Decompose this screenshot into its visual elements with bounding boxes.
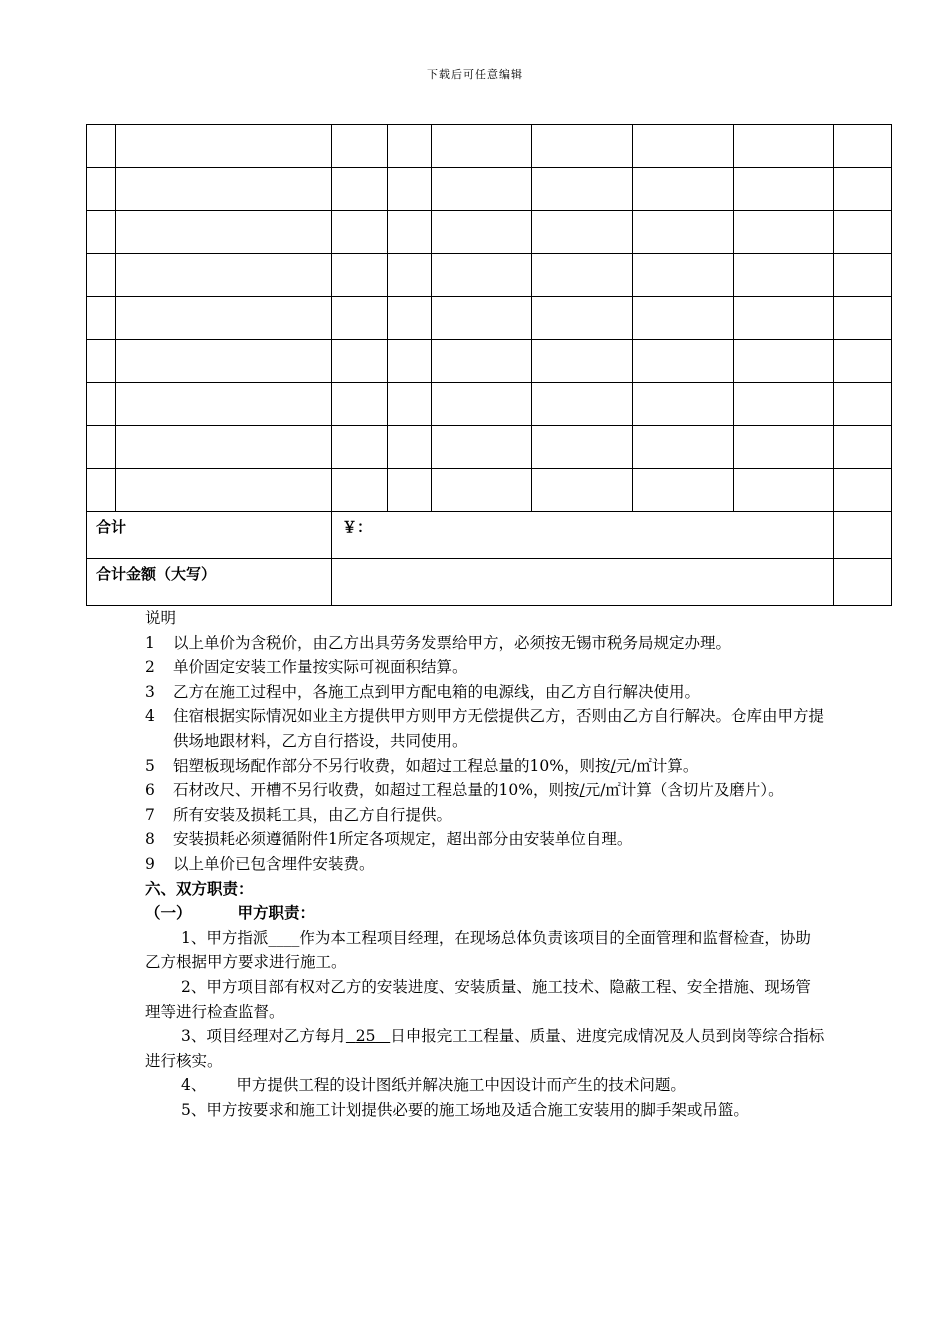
- total-words-row: [87, 559, 892, 606]
- table-cell: [834, 512, 892, 559]
- note-number: 7: [145, 805, 155, 824]
- table-cell: [734, 168, 834, 211]
- table-cell: [432, 469, 532, 512]
- table-row: [87, 426, 892, 469]
- table-cell: [332, 469, 388, 512]
- table-cell: [87, 383, 116, 426]
- blank-field: /: [610, 756, 616, 775]
- table-cell: [834, 211, 892, 254]
- table-cell: [388, 469, 432, 512]
- table-cell: [432, 340, 532, 383]
- note-item: [145, 704, 825, 753]
- table-cell: [332, 168, 388, 211]
- table-row: [87, 469, 892, 512]
- table-cell: [532, 383, 633, 426]
- table-cell: [834, 383, 892, 426]
- table-cell: [734, 297, 834, 340]
- section-heading: 六、双方职责：: [145, 879, 254, 898]
- table-cell: [734, 211, 834, 254]
- note-text: 以上单价为含税价，由乙方出具劳务发票给甲方，必须按无锡市税务局规定办理。: [173, 633, 732, 652]
- table-cell: [633, 254, 734, 297]
- table-cell: [87, 426, 116, 469]
- table-cell: [116, 426, 332, 469]
- note-item: [145, 680, 825, 705]
- total-row: [87, 512, 892, 559]
- table-cell: [87, 125, 116, 168]
- table-cell: [734, 426, 834, 469]
- table-cell: [532, 125, 633, 168]
- note-text: 所有安装及损耗工具，由乙方自行提供。: [173, 805, 453, 824]
- subsection-heading: （一） 甲方职责：: [145, 904, 316, 923]
- table-cell: [834, 254, 892, 297]
- table-row: [87, 297, 892, 340]
- table-cell: [116, 125, 332, 168]
- table-cell: [532, 211, 633, 254]
- table-cell: [633, 168, 734, 211]
- table-cell: [332, 340, 388, 383]
- table-cell: [532, 469, 633, 512]
- table-cell: [87, 340, 116, 383]
- table-cell: [87, 211, 116, 254]
- table-cell: [834, 168, 892, 211]
- table-row: [87, 168, 892, 211]
- table-cell: [388, 125, 432, 168]
- table-row: [87, 254, 892, 297]
- note-item: [145, 631, 825, 656]
- note-text: 单价固定安装工作量按实际可视面积结算。: [173, 658, 468, 677]
- note-number: 1: [145, 633, 155, 652]
- table-cell: [432, 211, 532, 254]
- note-item: [145, 827, 825, 852]
- table-cell: [633, 211, 734, 254]
- note-number: 4: [145, 707, 155, 726]
- duty-paragraph: 5、甲方按要求和施工计划提供必要的施工场地及适合施工安装用的脚手架或吊篮。: [181, 1100, 749, 1119]
- blank-field: 25: [355, 1027, 376, 1046]
- table-cell: [834, 559, 892, 606]
- table-cell: [332, 254, 388, 297]
- table-cell: [388, 211, 432, 254]
- note-number: 6: [145, 781, 155, 800]
- table-cell: [532, 254, 633, 297]
- table-cell: [87, 254, 116, 297]
- table-cell: [432, 297, 532, 340]
- table-cell: [87, 168, 116, 211]
- note-number: 5: [145, 756, 155, 775]
- note-number: 3: [145, 682, 155, 701]
- table-cell: [432, 383, 532, 426]
- table-cell: [834, 426, 892, 469]
- table-cell: [432, 426, 532, 469]
- note-text: 以上单价已包含埋件安装费。: [173, 854, 375, 873]
- table-cell: [532, 340, 633, 383]
- table-cell: [332, 297, 388, 340]
- table-row: [87, 125, 892, 168]
- table-cell: [633, 383, 734, 426]
- note-text: 住宿根据实际情况如业主方提供甲方则甲方无偿提供乙方，否则由乙方自行解决。仓库由甲方提供场地跟材料，乙方自行搭设，共同使用。: [173, 707, 825, 750]
- notes-title: 说明: [145, 609, 177, 627]
- table-cell: [734, 125, 834, 168]
- table-cell: [834, 125, 892, 168]
- blank-field: /: [579, 781, 585, 800]
- table-cell: [116, 469, 332, 512]
- table-cell: [633, 340, 734, 383]
- table-cell: [116, 211, 332, 254]
- table-cell: [633, 125, 734, 168]
- table-cell: [332, 383, 388, 426]
- page-header: 下载后可任意编辑: [427, 68, 523, 81]
- note-text: 安装损耗必须遵循附件1所定各项规定，超出部分由安装单位自理。: [173, 830, 633, 849]
- duty-paragraph: 3、项目经理对乙方每月 25 日申报完工工程量、质量、进度完成情况及人员到岗等综合指标进行核实。: [145, 1027, 825, 1070]
- table-cell: [734, 254, 834, 297]
- table-cell: [87, 469, 116, 512]
- table-cell: [388, 254, 432, 297]
- quote-table: [86, 124, 892, 606]
- note-item: [145, 803, 825, 828]
- table-row: [87, 383, 892, 426]
- table-cell: [332, 426, 388, 469]
- table-cell: [332, 125, 388, 168]
- table-cell: [734, 340, 834, 383]
- note-item: [145, 778, 825, 803]
- table-cell: [734, 383, 834, 426]
- total-words-value: [332, 559, 834, 606]
- table-cell: [432, 125, 532, 168]
- table-cell: [388, 297, 432, 340]
- note-item: [145, 754, 825, 779]
- table-cell: [332, 211, 388, 254]
- table-cell: [388, 340, 432, 383]
- table-cell: [633, 297, 734, 340]
- table-cell: [116, 297, 332, 340]
- table-cell: [388, 383, 432, 426]
- table-cell: [116, 254, 332, 297]
- table-cell: [532, 168, 633, 211]
- table-cell: [834, 297, 892, 340]
- table-cell: [116, 340, 332, 383]
- total-value: ￥：: [332, 512, 834, 559]
- notes-section: [145, 606, 825, 1122]
- duty-paragraph: 2、甲方项目部有权对乙方的安装进度、安装质量、施工技术、隐蔽工程、安全措施、现场管理等进行检查监督。: [145, 977, 811, 1021]
- table-row: [87, 340, 892, 383]
- table-cell: [834, 469, 892, 512]
- table-cell: [532, 426, 633, 469]
- table-cell: [633, 469, 734, 512]
- table-cell: [388, 426, 432, 469]
- table-row: [87, 211, 892, 254]
- total-words-label: 合计金额（大写）: [87, 559, 332, 606]
- duty-paragraph: 4、 甲方提供工程的设计图纸并解决施工中因设计而产生的技术问题。: [181, 1076, 686, 1095]
- table-cell: [834, 340, 892, 383]
- total-label: 合计: [87, 512, 332, 559]
- note-number: 9: [145, 854, 155, 873]
- table-cell: [87, 297, 116, 340]
- table-cell: [532, 297, 633, 340]
- table-cell: [116, 168, 332, 211]
- blank-field: ____: [268, 928, 300, 947]
- note-number: 8: [145, 830, 155, 849]
- note-number: 2: [145, 658, 155, 677]
- table-cell: [116, 383, 332, 426]
- note-text: 石材改尺、开槽不另行收费，如超过工程总量的10%，则按/元/㎡计算（含切片及磨片）。: [173, 781, 784, 800]
- note-item: [145, 852, 825, 877]
- note-item: [145, 655, 825, 680]
- table-cell: [734, 469, 834, 512]
- note-text: 铝塑板现场配作部分不另行收费，如超过工程总量的10%，则按/元/㎡计算。: [173, 756, 699, 775]
- table-cell: [388, 168, 432, 211]
- table-cell: [432, 254, 532, 297]
- table-cell: [633, 426, 734, 469]
- table-cell: [432, 168, 532, 211]
- note-text: 乙方在施工过程中，各施工点到甲方配电箱的电源线，由乙方自行解决使用。: [173, 682, 701, 701]
- duty-paragraph: 1、甲方指派____作为本工程项目经理，在现场总体负责该项目的全面管理和监督检查，协助乙方根据甲方要求进行施工。: [145, 928, 811, 972]
